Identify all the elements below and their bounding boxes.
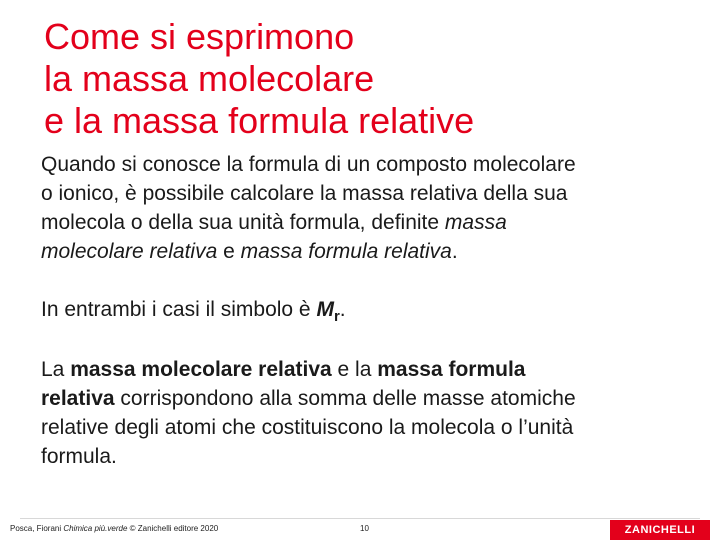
title-line: e la massa formula relative — [44, 100, 475, 141]
slide-footer — [0, 508, 720, 540]
paragraph-explanation — [41, 355, 576, 471]
publisher-logo: ZANICHELLI — [610, 520, 710, 540]
text-line — [41, 208, 576, 237]
term-italic: massa formula relativa — [240, 240, 452, 263]
text-line — [41, 237, 576, 266]
credit-publisher: © Zanichelli editore 2020 — [127, 524, 219, 533]
term-italic: molecolare relativa — [41, 240, 218, 263]
symbol-subscript: r — [333, 308, 340, 325]
symbol-letter: M — [316, 298, 334, 321]
text-run: La — [41, 358, 71, 381]
text-line: formula. — [41, 445, 117, 468]
text-line — [41, 355, 576, 384]
symbol-mr — [316, 298, 340, 325]
text-run: . — [339, 298, 346, 321]
text-line: relative degli atomi che costituiscono la molecola o l’unità — [41, 416, 574, 439]
text-run: corrispondono alla somma delle masse atomiche — [114, 387, 576, 410]
footer-divider — [20, 518, 700, 519]
text-line: Quando si conosce la formula di un composto molecolare — [41, 153, 576, 176]
title-line: Come si esprimono — [44, 16, 355, 57]
footer-credit — [10, 524, 218, 533]
paragraph-definition — [41, 150, 576, 266]
text-run: e la — [331, 358, 378, 381]
slide-title — [44, 16, 684, 142]
text-run: In entrambi i casi il simbolo è — [41, 298, 317, 321]
text-run: . — [451, 240, 458, 263]
text-line: o ionico, è possibile calcolare la massa relativa della sua — [41, 182, 568, 205]
credit-authors: Posca, Fiorani — [10, 524, 64, 533]
paragraph-symbol — [41, 295, 346, 331]
term-bold: massa formula — [377, 358, 526, 381]
credit-book-title: Chimica più.verde — [63, 524, 128, 533]
term-italic: massa — [444, 211, 507, 234]
text-run: molecola o della sua unità formula, definite — [41, 211, 445, 234]
text-run: e — [217, 240, 241, 263]
term-bold: relativa — [41, 387, 115, 410]
term-bold: massa molecolare relativa — [70, 358, 332, 381]
text-line — [41, 384, 576, 413]
page-number: 10 — [360, 524, 369, 533]
title-line: la massa molecolare — [44, 58, 375, 99]
